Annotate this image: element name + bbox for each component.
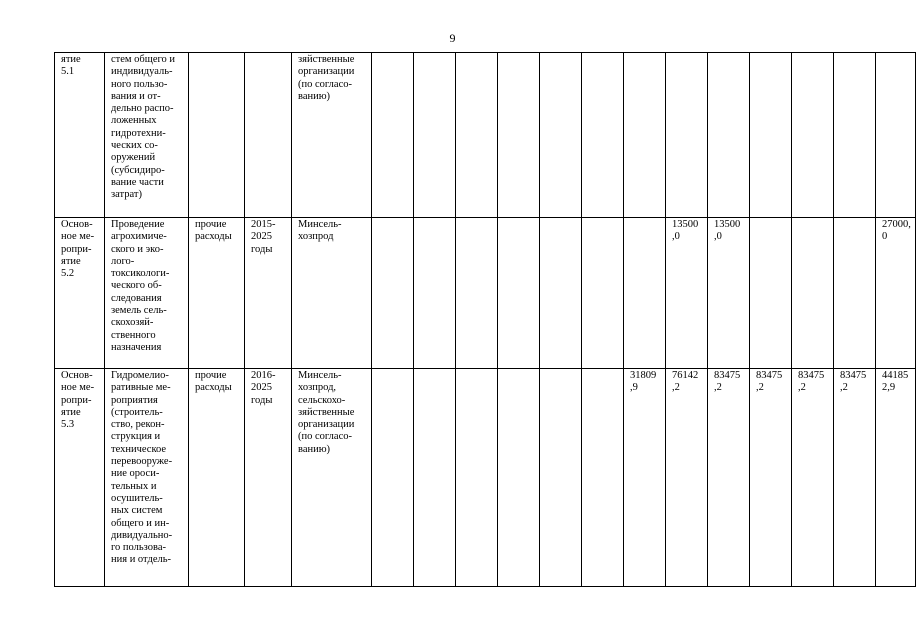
- table-cell: ятие 5.1: [55, 53, 105, 218]
- table-cell: [582, 53, 624, 218]
- table-cell: 13500 ,0: [666, 218, 708, 369]
- table-cell: 83475 ,2: [834, 369, 876, 587]
- table-cell: [750, 53, 792, 218]
- table-cell: [540, 53, 582, 218]
- table-cell: 76142 ,2: [666, 369, 708, 587]
- table-cell: 2016- 2025 годы: [245, 369, 292, 587]
- table-row: [55, 53, 916, 218]
- table-cell: [245, 53, 292, 218]
- table-cell: [372, 53, 414, 218]
- table-cell: [582, 218, 624, 369]
- table-cell: 83475 ,2: [792, 369, 834, 587]
- table-cell: [540, 218, 582, 369]
- table-cell: зяйственные организации (по согласо- ванию): [292, 53, 372, 218]
- table-cell: [456, 369, 498, 587]
- table-cell: [624, 53, 666, 218]
- table-cell: [624, 218, 666, 369]
- table-cell: 13500 ,0: [708, 218, 750, 369]
- table-cell: [498, 218, 540, 369]
- table-cell: [414, 218, 456, 369]
- table-cell: [750, 218, 792, 369]
- table-cell: Проведение агрохимиче- ского и эко- лого- токсикологи- ческого об- следования земель сель- скохозяй- ственного назначения: [105, 218, 189, 369]
- table-cell: [834, 218, 876, 369]
- table-cell: 27000, 0: [876, 218, 916, 369]
- table-cell: [582, 369, 624, 587]
- table-cell: [189, 53, 245, 218]
- table-cell: прочие расходы: [189, 218, 245, 369]
- table-cell: [666, 53, 708, 218]
- table-cell: [414, 369, 456, 587]
- program-table: [54, 52, 916, 587]
- table-cell: Минсель- хозпрод, сельскохо- зяйственные организации (по согласо- ванию): [292, 369, 372, 587]
- table-row: [55, 369, 916, 587]
- table-cell: 44185 2,9: [876, 369, 916, 587]
- table-cell: 83475 ,2: [750, 369, 792, 587]
- table-cell: [372, 369, 414, 587]
- table-cell: [792, 218, 834, 369]
- table-cell: Основ- ное ме- ропри- ятие 5.2: [55, 218, 105, 369]
- table-cell: 83475 ,2: [708, 369, 750, 587]
- table-cell: 31809 ,9: [624, 369, 666, 587]
- table-cell: [456, 53, 498, 218]
- table-cell: Основ- ное ме- ропри- ятие 5.3: [55, 369, 105, 587]
- page-number: 9: [449, 31, 456, 45]
- table-cell: [498, 53, 540, 218]
- table-cell: [834, 53, 876, 218]
- table-cell: Минсель- хозпрод: [292, 218, 372, 369]
- table-cell: [414, 53, 456, 218]
- table-cell: 2015- 2025 годы: [245, 218, 292, 369]
- table-cell: [876, 53, 916, 218]
- table-cell: прочие расходы: [189, 369, 245, 587]
- table-cell: [456, 218, 498, 369]
- table-cell: [372, 218, 414, 369]
- table-cell: [792, 53, 834, 218]
- table-cell: Гидромелио- ративные ме- роприятия (строитель- ство, рекон- струкция и техническое перевооруже- ние ороси- тельных и осушитель- ных систем общего и ин- дивидуально- го пользова- ния и отдель-: [105, 369, 189, 587]
- table-row: [55, 218, 916, 369]
- table-cell: [540, 369, 582, 587]
- table-cell: [708, 53, 750, 218]
- table-cell: [498, 369, 540, 587]
- table-cell: стем общего и индивидуаль- ного пользо- вания и от- дельно распо- ложенных гидротехни- ческих со- оружений (субсидиро- вание части затрат): [105, 53, 189, 218]
